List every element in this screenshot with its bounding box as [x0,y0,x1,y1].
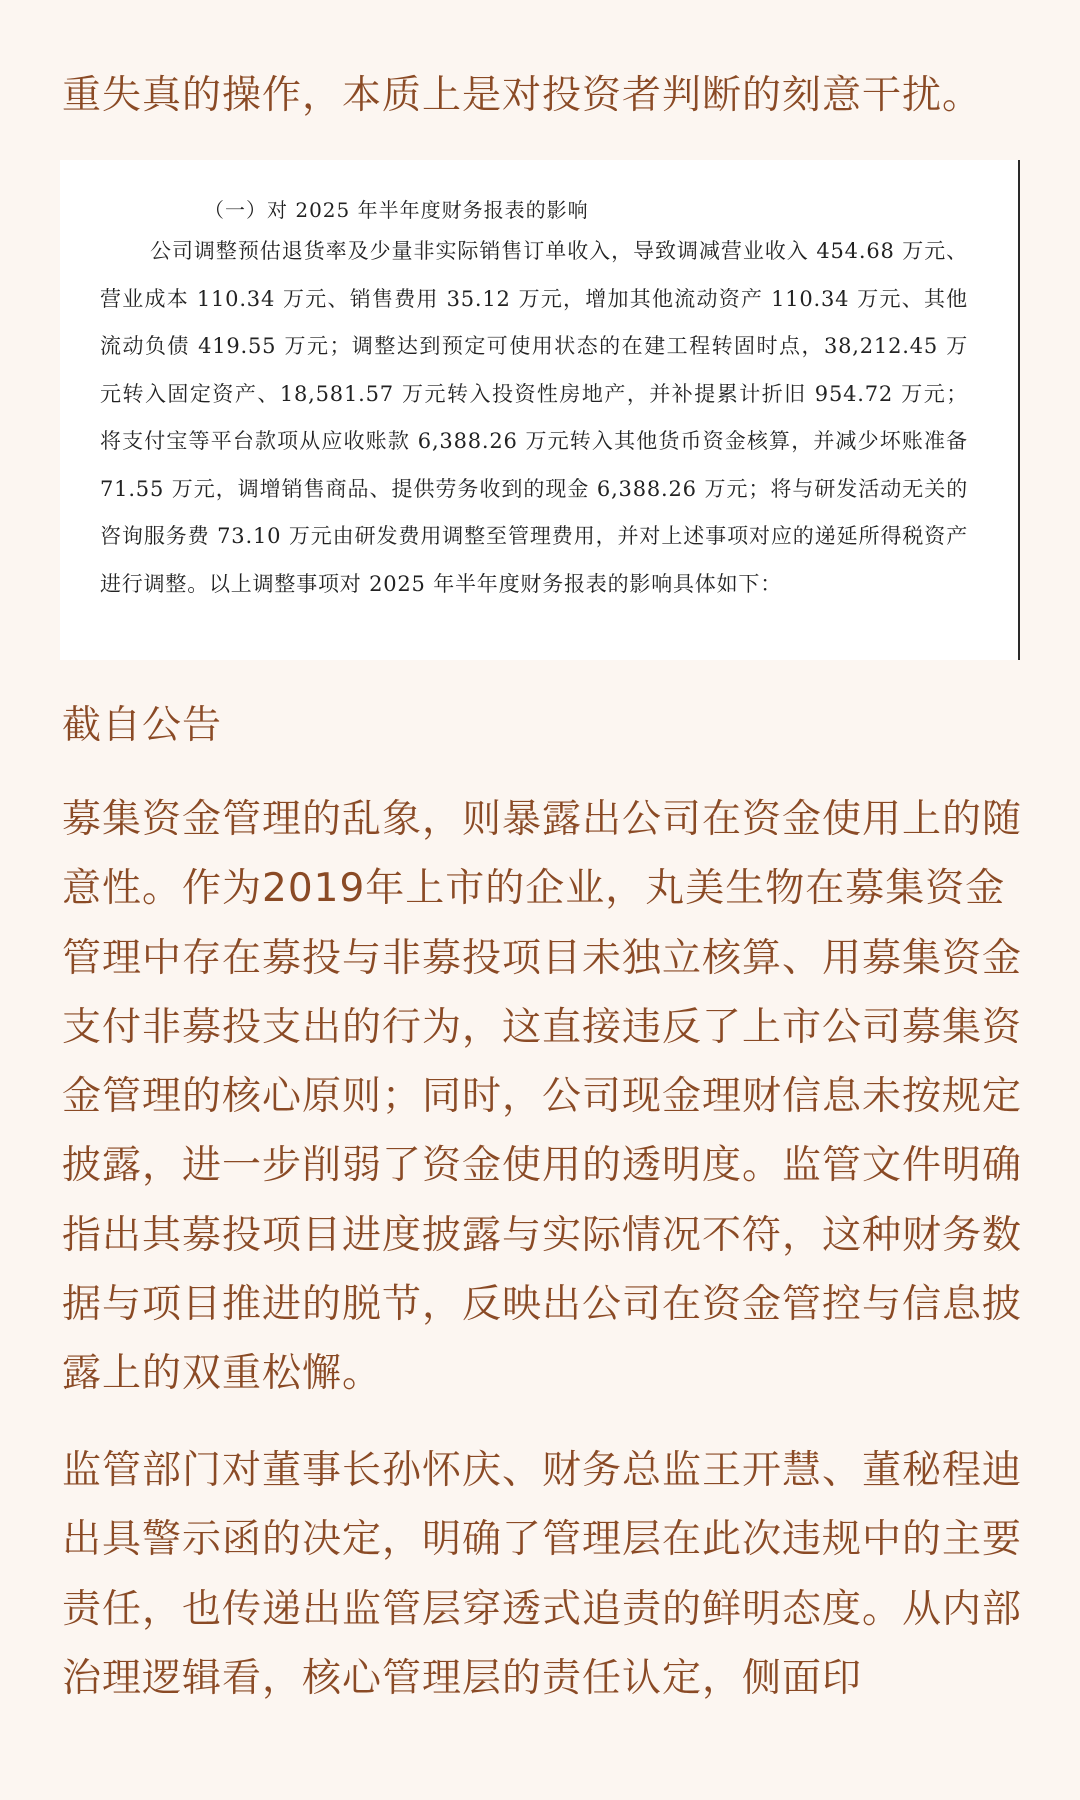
body-paragraph: 募集资金管理的乱象，则暴露出公司在资金使用上的随意性。作为2019年上市的企业，丸美生物在募集资金管理中存在募投与非募投项目未独立核算、用募集资金支付非募投支出的行为，这直接违反了上市公司募集资金管理的核心原则；同时，公司现金理财信息未按规定披露，进一步削弱了资金使用的透明度。监管文件明确指出其募投项目进度披露与实际情况不符，这种财务数据与项目推进的脱节，反映出公司在资金管控与信息披露上的双重松懈。 [62,797,1023,1397]
body-paragraph: 监管部门对董事长孙怀庆、财务总监王开慧、董秘程迪出具警示函的决定，明确了管理层在此次违规中的主要责任，也传递出监管层穿透式追责的鲜明态度。从内部治理逻辑看，核心管理层的责任认定，侧面印 [62,1448,1023,1701]
excerpt-heading: （一）对 2025 年半年度财务报表的影响 [204,198,589,222]
excerpt-body: 公司调整预估退货率及少量非实际销售订单收入，导致调减营业收入 454.68 万元、营业成本 110.34 万元、销售费用 35.12 万元，增加其他流动资产 110.34 万元、其他流动负债 419.55 万元；调整达到预定可使用状态的在建工程转固时点，38,212.45 万元转入固定资产、18,581.57 万元转入投资性房地产，并补提累计折旧 954.72 万元；将支付宝等平台款项从应收账款 6,388.26 万元转入其他货币资金核算，并减少坏账准备 71.55 万元，调增销售商品、提供劳务收到的现金 6,388.26 万元；将与研发活动无关的咨询服务费 73.10 万元由研发费用调整至管理费用，并对上述事项对应的递延所得税资产进行调整。以上调整事项对 2025 年半年度财务报表的影响具体如下： [100,239,968,596]
lead-paragraph: 重失真的操作，本质上是对投资者判断的刻意干扰。 [62,73,983,118]
quoted-excerpt-image [60,160,1020,660]
image-caption: 截自公告 [62,703,223,748]
